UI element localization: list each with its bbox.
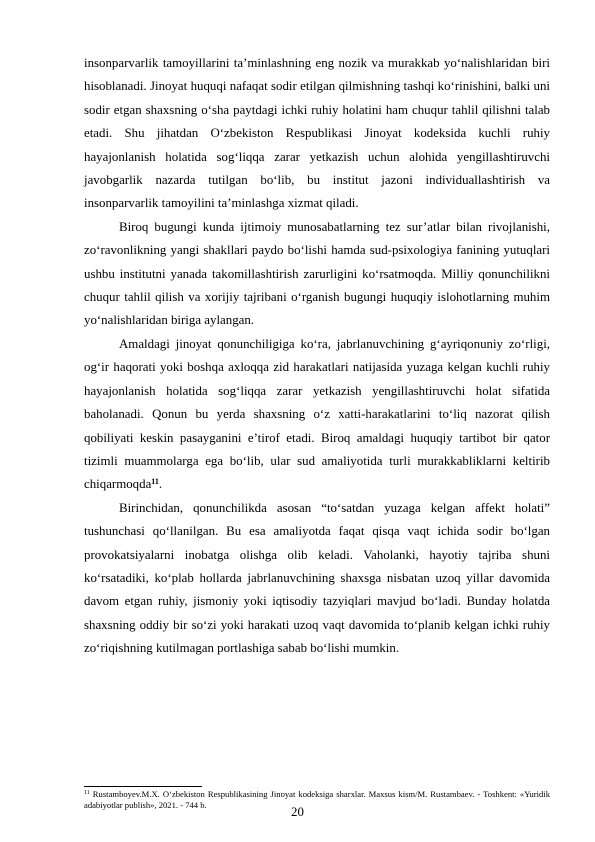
footnote-reference[interactable]: 11 [151, 477, 159, 487]
footnote-number: 11 [84, 790, 90, 796]
page-number: 20 [291, 805, 304, 819]
paragraph-3-end: . [158, 477, 163, 492]
paragraph-3 [84, 333, 550, 497]
paragraph-3-text: Amaldagi jinoyat qonunchiligiga ko‘ra, jabrlanuvchining g‘ayriqonuniy zo‘rligi, og‘ir haqorati yoki boshqa axloqqa zid harakatlari natijasida yuzaga kelgan kuchli ruhiy hayajonlanish holatida sog‘liqqa zarar yetkazish yengillashtiruvchi holat sifatida baholanadi. Qonun bu yerda shaxsning o‘z xatti-harakatlarini to‘liq nazorat qilish qobiliyati keskin pasayganini e’tirof etadi. Biroq amaldagi huquqiy tartibot bir qator tizimli muammolarga ega bo‘lib, ular sud amaliyotida turli murakkabliklarni keltirib chiqarmoqda [84, 336, 550, 492]
paragraph-4: Birinchidan, qonunchilikda asosan “to‘satdan yuzaga kelgan affekt holati” tushunchasi qo‘llanilgan. Bu esa amaliyotda faqat qisqa vaqt ichida sodir bo‘lgan provokatsiyalarni inobatga olishga olib keladi. Vaholanki, hayotiy tajriba shuni ko‘rsatadiki, ko‘plab hollarda jabrlanuvchining shaxsga nisbatan uzoq yillar davomida davom etgan ruhiy, jismoniy yoki iqtisodiy tazyiqlari mavjud bo‘ladi. Bunday holatda shaxsning oddiy bir so‘zi yoki harakati uzoq vaqt davomida to‘planib kelgan ichki ruhiy zo‘riqishning kutilmagan portlashiga sabab bo‘lishi mumkin. [84, 500, 550, 656]
footnote-separator [84, 786, 202, 787]
body-text [84, 52, 550, 661]
paragraph-2: Biroq bugungi kunda ijtimoiy munosabatlarning tez sur’atlar bilan rivojlanishi, zo‘ravonlikning yangi shakllari paydo bo‘lishi hamda sud-psixologiya fanining yutuqlari ushbu institutni yanada takomillashtirish zarurligini ko‘rsatmoqda. Milliy qonunchilikni chuqur tahlil qilish va xorijiy tajribani o‘rganish bugungi huquqiy islohotlarning muhim yo‘nalishlaridan biriga aylangan. [84, 219, 550, 328]
footnote-text: Rustamboyev.M.X. O‘zbekiston Respublikasining Jinoyat kodeksiga sharxlar. Maxsus kism/M. Rustambaev. - Toshkent: «Yuridik adabiyotlar publish», 2021. - 744 b. [84, 789, 550, 810]
paragraph-1: insonparvarlik tamoyillarini ta’minlashning eng nozik va murakkab yo‘nalishlaridan biri hisoblanadi. Jinoyat huquqi nafaqat sodir etilgan qilmishning tashqi ko‘rinishini, balki uni sodir etgan shaxsning o‘sha paytdagi ichki ruhiy holatini ham chuqur tahlil qilishni talab etadi. Shu jihatdan O‘zbekiston Respublikasi Jinoyat kodeksida kuchli ruhiy hayajonlanish holatida sog‘liqqa zarar yetkazish uchun alohida yengillashtiruvchi javobgarlik nazarda tutilgan bo‘lib, bu institut jazoni individuallashtirish va insonparvarlik tamoyilini ta’minlashga xizmat qiladi. [84, 56, 550, 211]
